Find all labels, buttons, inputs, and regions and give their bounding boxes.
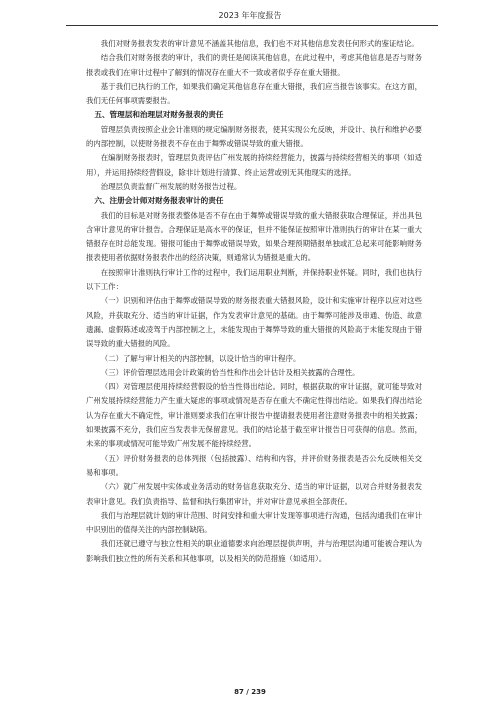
body-paragraph: 我们的目标是对财务报表整体是否不存在由于舞弊或错误导致的重大错报获取合理保证，并出具包含审计意见的审计报告。合理保证是高水平的保证，但并不能保证按照审计准则执行的审计在某一重大错报存在时总能发现。错报可能由于舞弊或错误导致，如果合理预期错报单独或汇总起来可能影响财务报表使用者依据财务报表作出的经济决策，则通常认为错报是重大的。 [86,210,422,263]
section-heading: 六、注册会计师对财务报表审计的责任 [94,196,224,206]
body-paragraph: 我们还就已遵守与独立性相关的职业道德要求向治理层提供声明，并与治理层沟通可能被合理认为影响我们独立性的所有关系和其他事项，以及相关的防范措施（如适用）。 [86,539,422,563]
body-paragraph: （五）评价财务报表的总体列报（包括披露）、结构和内容，并评价财务报表是否公允反映相关交易和事项。 [86,453,422,477]
report-body [86,37,422,566]
body-paragraph: 基于我们已执行的工作，如果我们确定其他信息存在重大错报，我们应当报告该事实。在这方面，我们无任何事项需要报告。 [86,81,422,106]
body-paragraph: 我们对财务报表发表的审计意见不涵盖其他信息，我们也不对其他信息发表任何形式的鉴证结论。 [100,39,419,48]
page-header: 2023 年年度报告 [218,11,282,20]
body-paragraph: 在按照审计准则执行审计工作的过程中，我们运用职业判断，并保持职业怀疑。同时，我们也执行以下工作： [86,267,422,292]
section-heading: 五、管理层和治理层对财务报表的责任 [94,110,224,120]
body-paragraph: （二）了解与审计相关的内部控制，以设计恰当的审计程序。 [100,353,301,363]
body-paragraph: （六）就广州发展中实体或业务活动的财务信息获取充分、适当的审计证据，以对合并财务报表发表审计意见。我们负责指导、监督和执行集团审计，并对审计意见承担全部责任。 [86,482,422,506]
body-paragraph: （一）识别和评估由于舞弊或错误导致的财务报表重大错报风险，设计和实施审计程序以应对这些风险，并获取充分、适当的审计证据，作为发表审计意见的基础。由于舞弊可能涉及串通、伪造、故意遗漏、虚假陈述或凌驾于内部控制之上，未能发现由于舞弊导致的重大错报的风险高于未能发现由于错误导致的重大错报的风险。 [86,296,422,349]
header-divider [66,25,438,26]
body-paragraph: 管理层负责按照企业会计准则的规定编制财务报表，使其实现公允反映，并设计、执行和维护必要的内部控制，以使财务报表不存在由于舞弊或错误导致的重大错报。 [86,124,422,149]
body-paragraph: 结合我们对财务报表的审计，我们的责任是阅读其他信息，在此过程中，考虑其他信息是否与财务报表或我们在审计过程中了解到的情况存在重大不一致或者似乎存在重大错报。 [86,53,422,77]
body-paragraph: （三）评价管理层选用会计政策的恰当性和作出会计估计及相关披露的合理性。 [100,367,360,377]
body-paragraph: 我们与治理层就计划的审计范围、时间安排和重大审计发现等事项进行沟通，包括沟通我们在审计中识别出的值得关注的内部控制缺陷。 [86,510,422,535]
page-number: 87 / 239 [234,688,266,696]
body-paragraph: 治理层负责监督广州发展的财务报告过程。 [100,181,242,191]
body-paragraph: （四）对管理层使用持续经营假设的恰当性得出结论。同时，根据获取的审计证据，就可能导致对广州发展持续经营能力产生重大疑虑的事项或情况是否存在重大不确定性得出结论。如果我们得出结论认为存在重大不确定性，审计准则要求我们在审计报告中提请报表使用者注意财务报表中的相关披露；如果披露不充分，我们应当发表非无保留意见。我们的结论基于截至审计报告日可获得的信息。然而，未来的事项或情况可能导致广州发展不能持续经营。 [86,382,422,449]
body-paragraph: 在编制财务报表时，管理层负责评估广州发展的持续经营能力，披露与持续经营相关的事项（如适用），并运用持续经营假设，除非计划进行清算、终止运营或别无其他现实的选择。 [86,153,422,177]
